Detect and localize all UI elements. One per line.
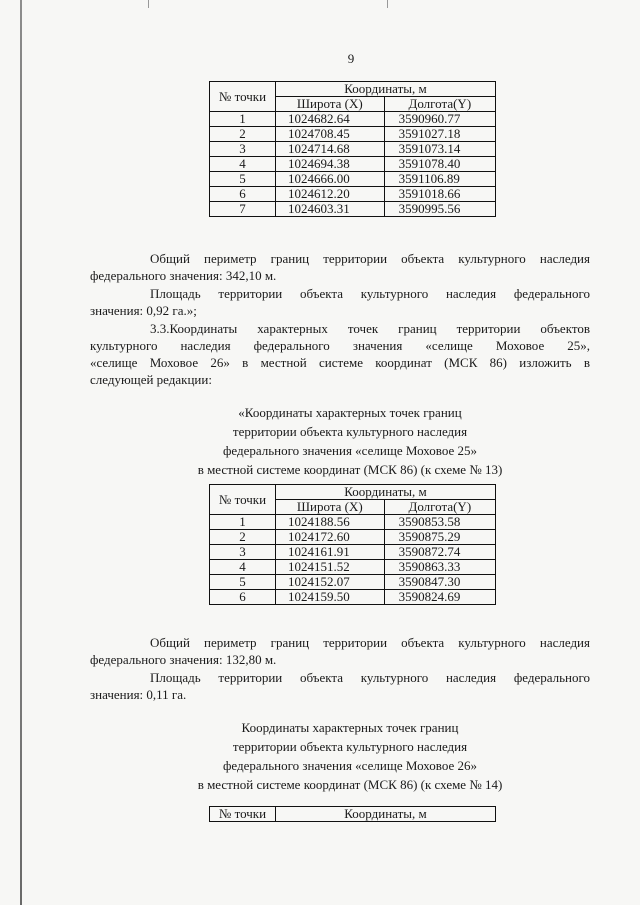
point-number: 4 — [210, 157, 276, 172]
table-row — [210, 127, 496, 142]
point-number: 5 — [210, 172, 276, 187]
scan-artifact — [148, 0, 149, 8]
latitude-value: 1024708.45 — [276, 127, 385, 142]
point-number: 6 — [210, 590, 276, 605]
heading-line: в местной системе координат (МСК 86) (к схеме № 13) — [197, 462, 503, 477]
section-heading-selishche-26 — [0, 718, 640, 794]
heading-line: в местной системе координат (МСК 86) (к схеме № 14) — [197, 777, 503, 792]
column-header-coordinates: Координаты, м — [276, 485, 496, 500]
latitude-value: 1024666.00 — [276, 172, 385, 187]
column-header-longitude: Долгота(Y) — [384, 97, 495, 112]
longitude-value: 3591027.18 — [384, 127, 495, 142]
paragraph-line: Площадь территории объекта культурного наследия федерального — [150, 670, 590, 685]
table-header-row — [210, 807, 496, 822]
perimeter-paragraph-2 — [90, 634, 590, 668]
latitude-value: 1024161.91 — [276, 545, 385, 560]
point-number: 1 — [210, 112, 276, 127]
column-header-point-number: № точки — [210, 82, 276, 112]
paragraph-line: Площадь территории объекта культурного наследия федерального — [150, 286, 590, 301]
table-row — [210, 112, 496, 127]
table-row — [210, 530, 496, 545]
point-number: 6 — [210, 187, 276, 202]
point-number: 3 — [210, 545, 276, 560]
point-number: 5 — [210, 575, 276, 590]
column-header-latitude: Широта (X) — [276, 500, 385, 515]
table-row — [210, 590, 496, 605]
table-header-row — [210, 82, 496, 97]
area-paragraph-1 — [90, 285, 590, 319]
scan-artifact — [387, 0, 388, 8]
column-header-longitude: Долгота(Y) — [384, 500, 495, 515]
longitude-value: 3590875.29 — [384, 530, 495, 545]
paragraph-line: федерального значения: 132,80 м. — [90, 652, 277, 667]
longitude-value: 3591078.40 — [384, 157, 495, 172]
table-header-row — [210, 485, 496, 500]
coordinates-table-2 — [209, 484, 496, 605]
column-header-latitude: Широта (X) — [276, 97, 385, 112]
point-number: 2 — [210, 530, 276, 545]
latitude-value: 1024152.07 — [276, 575, 385, 590]
table-row — [210, 157, 496, 172]
latitude-value: 1024682.64 — [276, 112, 385, 127]
point-number: 7 — [210, 202, 276, 217]
longitude-value: 3591073.14 — [384, 142, 495, 157]
table-row — [210, 515, 496, 530]
paragraph-line: «селище Моховое 26» в местной системе координат (МСК 86) изложить в — [90, 355, 590, 370]
heading-line: Координаты характерных точек границ — [241, 720, 459, 735]
longitude-value: 3590824.69 — [384, 590, 495, 605]
table-row — [210, 187, 496, 202]
heading-line: федерального значения «селище Моховое 26» — [222, 758, 478, 773]
table-row — [210, 202, 496, 217]
coordinates-table-3 — [209, 806, 496, 822]
amendment-paragraph — [90, 320, 590, 388]
section-heading-selishche-25 — [0, 403, 640, 479]
latitude-value: 1024694.38 — [276, 157, 385, 172]
table-row — [210, 560, 496, 575]
point-number: 3 — [210, 142, 276, 157]
longitude-value: 3590847.30 — [384, 575, 495, 590]
latitude-value: 1024612.20 — [276, 187, 385, 202]
paragraph-line: Общий периметр границ территории объекта культурного наследия — [150, 251, 590, 266]
latitude-value: 1024714.68 — [276, 142, 385, 157]
latitude-value: 1024159.50 — [276, 590, 385, 605]
latitude-value: 1024603.31 — [276, 202, 385, 217]
table-row — [210, 142, 496, 157]
heading-line: федерального значения «селище Моховое 25» — [222, 443, 478, 458]
latitude-value: 1024188.56 — [276, 515, 385, 530]
heading-line: территории объекта культурного наследия — [232, 739, 468, 754]
page-number: 9 — [347, 51, 355, 66]
point-number: 4 — [210, 560, 276, 575]
longitude-value: 3590872.74 — [384, 545, 495, 560]
paragraph-line: культурного наследия федерального значения «селище Моховое 25», — [90, 338, 590, 353]
heading-line: «Координаты характерных точек границ — [238, 405, 462, 420]
latitude-value: 1024172.60 — [276, 530, 385, 545]
latitude-value: 1024151.52 — [276, 560, 385, 575]
column-header-point-number: № точки — [210, 807, 276, 822]
longitude-value: 3591018.66 — [384, 187, 495, 202]
paragraph-line: значения: 0,92 га.»; — [90, 303, 197, 318]
perimeter-paragraph-1 — [90, 250, 590, 284]
paragraph-line: 3.3.Координаты характерных точек границ территории объектов — [150, 321, 590, 336]
point-number: 2 — [210, 127, 276, 142]
heading-line: территории объекта культурного наследия — [232, 424, 468, 439]
longitude-value: 3591106.89 — [384, 172, 495, 187]
coordinates-table-1 — [209, 81, 496, 217]
paragraph-line: федерального значения: 342,10 м. — [90, 268, 277, 283]
longitude-value: 3590853.58 — [384, 515, 495, 530]
point-number: 1 — [210, 515, 276, 530]
longitude-value: 3590960.77 — [384, 112, 495, 127]
table-row — [210, 172, 496, 187]
longitude-value: 3590863.33 — [384, 560, 495, 575]
area-paragraph-2 — [90, 669, 590, 703]
table-row — [210, 545, 496, 560]
longitude-value: 3590995.56 — [384, 202, 495, 217]
column-header-point-number: № точки — [210, 485, 276, 515]
table-row — [210, 575, 496, 590]
paragraph-line: Общий периметр границ территории объекта культурного наследия — [150, 635, 590, 650]
paragraph-line: следующей редакции: — [90, 372, 212, 387]
paragraph-line: значения: 0,11 га. — [90, 687, 187, 702]
column-header-coordinates: Координаты, м — [276, 807, 496, 822]
column-header-coordinates: Координаты, м — [276, 82, 496, 97]
